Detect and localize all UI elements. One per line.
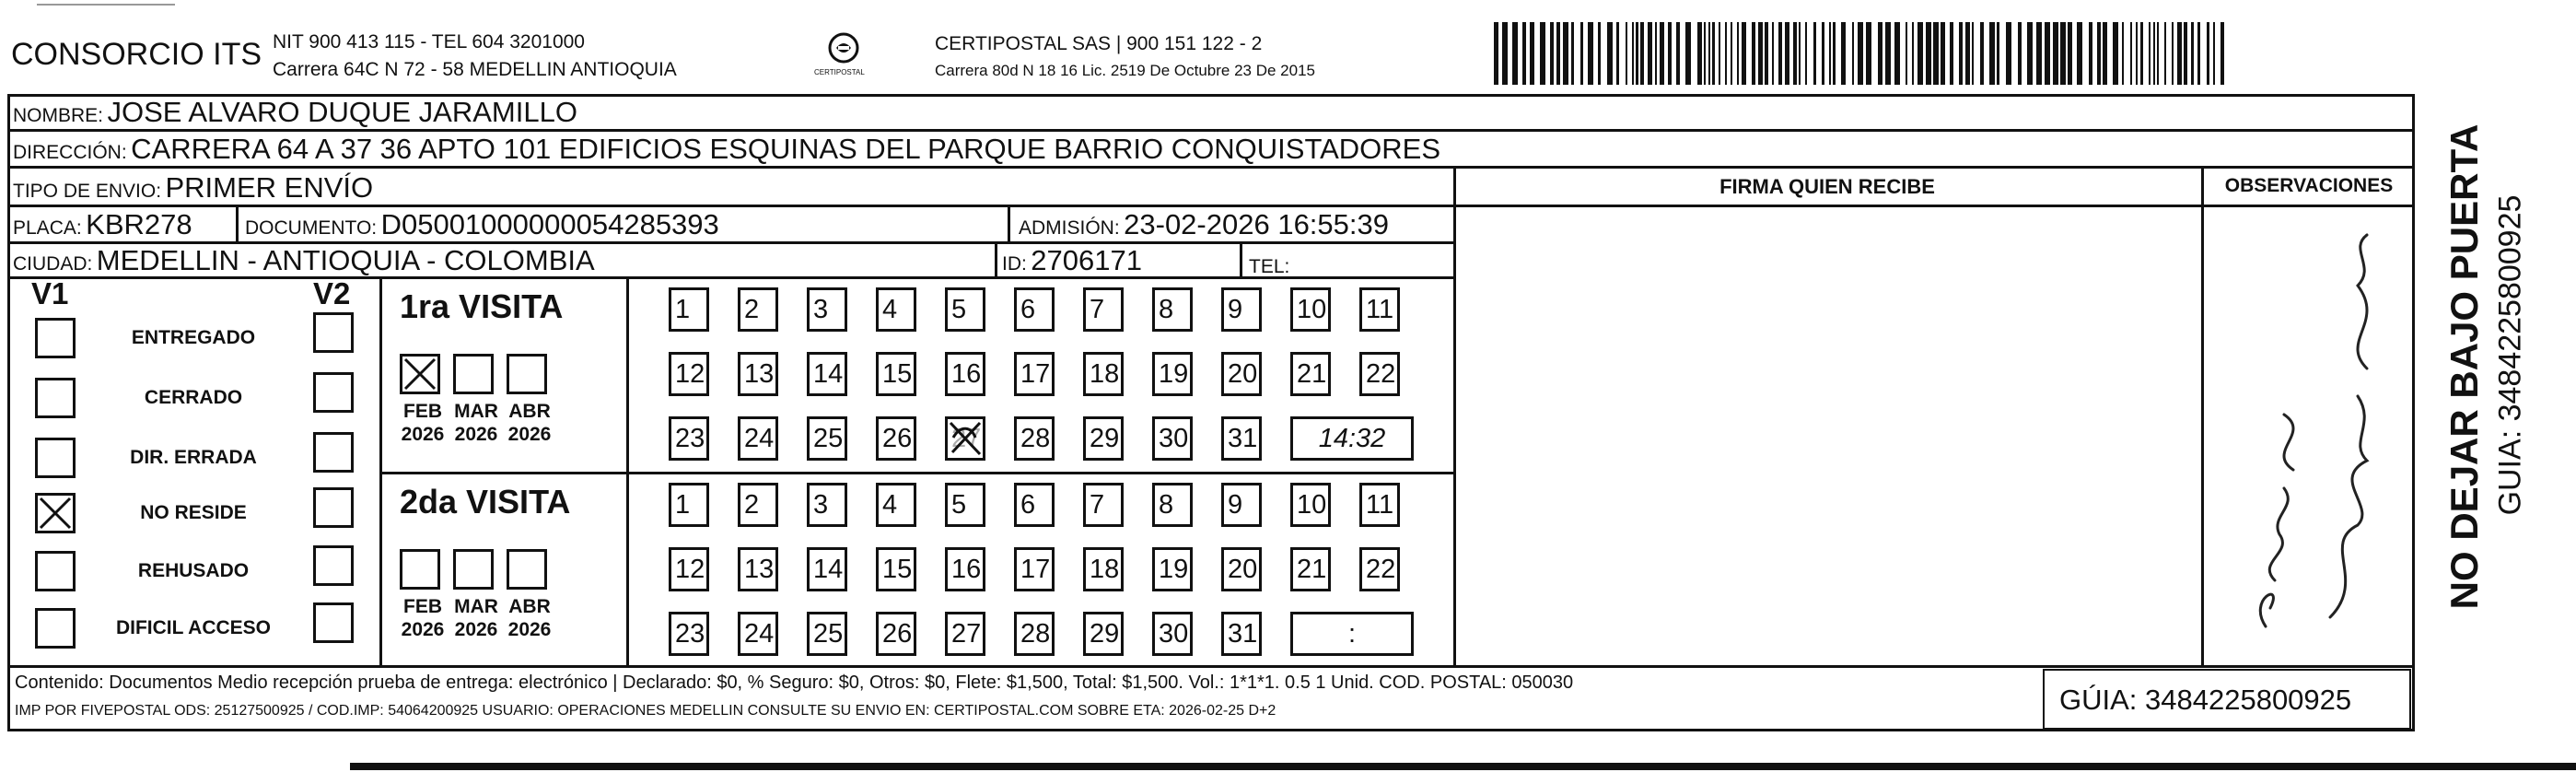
- day-checkbox[interactable]: 30: [1152, 416, 1193, 461]
- day-checkbox[interactable]: 20: [1221, 547, 1262, 591]
- barcode-bar: [1878, 22, 1882, 85]
- day-checkbox[interactable]: 20: [1221, 352, 1262, 396]
- day-checkbox[interactable]: 8: [1152, 287, 1193, 332]
- documento-label: DOCUMENTO:: [245, 217, 378, 239]
- barcode-bar: [2136, 22, 2138, 85]
- guia-box-text: GÚIA: 3484225800925: [2059, 684, 2352, 716]
- day-checkbox[interactable]: 28: [1014, 416, 1055, 461]
- barcode-bar: [1660, 22, 1664, 85]
- barcode-bar: [2164, 22, 2166, 85]
- visit-title: 1ra VISITA: [400, 287, 564, 325]
- tel-row: [1249, 247, 1289, 280]
- placa-value: KBR278: [86, 208, 192, 240]
- barcode-bar: [1494, 22, 1498, 85]
- barcode-bar: [2153, 22, 2155, 85]
- barcode-bar: [1906, 22, 1907, 85]
- month-name: FEB: [403, 401, 442, 422]
- carrier-logo-icon: [810, 31, 877, 68]
- month-year: 2026: [454, 424, 498, 445]
- day-checkbox[interactable]: 29: [1083, 612, 1124, 656]
- v2-checkbox[interactable]: [313, 545, 354, 586]
- day-checkbox[interactable]: 31: [1221, 416, 1262, 461]
- direccion-label: DIRECCIÓN:: [13, 142, 127, 163]
- day-checkbox[interactable]: 4: [876, 287, 916, 332]
- barcode-bar: [1676, 22, 1680, 85]
- documento-row: [245, 208, 719, 241]
- month-name: ABR: [508, 596, 551, 617]
- month-label: [505, 400, 554, 446]
- tipo-row: [13, 171, 373, 205]
- day-checkbox[interactable]: 12: [669, 352, 709, 396]
- day-checkbox[interactable]: 24: [738, 612, 778, 656]
- day-checkbox[interactable]: 25: [807, 416, 847, 461]
- documento-value: D05001000000054285393: [380, 208, 719, 240]
- day-checkbox[interactable]: 21: [1290, 352, 1331, 396]
- day-checkbox[interactable]: 22: [1359, 547, 1400, 591]
- barcode-bar: [1626, 22, 1627, 85]
- barcode-bar: [2207, 22, 2209, 85]
- barcode-bar: [1941, 22, 1945, 85]
- barcode-bar: [1512, 22, 1518, 85]
- barcode-bar: [1588, 22, 1593, 85]
- barcode-bar: [1550, 22, 1554, 85]
- barcode-bar: [2149, 22, 2151, 85]
- barcode-bar: [1556, 22, 1560, 85]
- day-checkbox[interactable]: 4: [876, 483, 916, 527]
- placa-row: [13, 208, 192, 241]
- time-field[interactable]: :: [1290, 612, 1414, 656]
- day-checkbox[interactable]: 14: [807, 547, 847, 591]
- v2-checkbox[interactable]: [313, 602, 354, 643]
- day-checkbox[interactable]: 21: [1290, 547, 1331, 591]
- row-line: [2204, 205, 2415, 207]
- col-line: [236, 205, 239, 241]
- direccion-row: [13, 133, 1440, 166]
- row-line: [7, 205, 2415, 207]
- id-label: ID:: [1002, 253, 1027, 275]
- barcode-bar: [1571, 22, 1574, 85]
- barcode-bar: [1580, 22, 1583, 85]
- col-line: [995, 241, 997, 276]
- day-checkbox[interactable]: 12: [669, 547, 709, 591]
- barcode-bar: [1829, 22, 1831, 85]
- day-checkbox[interactable]: 17: [1014, 547, 1055, 591]
- barcode-bar: [2157, 22, 2159, 85]
- barcode-bar: [1752, 22, 1755, 85]
- side-title: NO DEJAR BAJO PUERTA: [2442, 123, 2486, 610]
- barcode-bar: [2130, 22, 2132, 85]
- page-bottom-rule: [350, 763, 2576, 770]
- status-label: REHUSADO: [137, 560, 250, 581]
- barcode-bar: [1530, 22, 1534, 85]
- barcode-bar: [1980, 22, 1984, 85]
- barcode-bar: [1655, 22, 1657, 85]
- month-checkbox[interactable]: [507, 354, 547, 394]
- barcode-bar: [1616, 22, 1619, 85]
- month-year: 2026: [507, 619, 552, 640]
- barcode-bar: [1772, 22, 1774, 85]
- barcode-bar: [2213, 22, 2215, 85]
- day-checkbox[interactable]: 31: [1221, 612, 1262, 656]
- month-checkbox[interactable]: [453, 549, 494, 590]
- barcode-bar: [1822, 22, 1824, 85]
- month-label: [398, 400, 448, 446]
- day-checkbox[interactable]: 16: [945, 352, 985, 396]
- status-label: CERRADO: [144, 387, 243, 408]
- tipo-value: PRIMER ENVÍO: [165, 171, 374, 204]
- page-top-rule: [37, 4, 175, 6]
- month-name: MAR: [454, 596, 498, 617]
- barcode-bar: [2068, 22, 2072, 85]
- barcode-bar: [2191, 22, 2194, 85]
- month-year: 2026: [454, 619, 498, 640]
- observaciones-label: OBSERVACIONES: [2224, 175, 2394, 196]
- barcode-bar: [1894, 22, 1900, 85]
- barcode-bar: [1598, 22, 1601, 85]
- day-checkbox[interactable]: 26: [876, 416, 916, 461]
- day-checkbox[interactable]: 26: [876, 612, 916, 656]
- direccion-value: CARRERA 64 A 37 36 APTO 101 EDIFICIOS ESQUINAS DEL PARQUE BARRIO CONQUISTADORES: [131, 133, 1440, 165]
- barcode-bar: [1607, 22, 1613, 85]
- barcode-bar: [1708, 22, 1710, 85]
- day-checkbox[interactable]: 3: [807, 287, 847, 332]
- day-checkbox[interactable]: 19: [1152, 352, 1193, 396]
- barcode-bar: [2036, 22, 2042, 85]
- barcode-bar: [1685, 22, 1691, 85]
- day-checkbox[interactable]: 10: [1290, 483, 1331, 527]
- ciudad-value: MEDELLIN - ANTIOQUIA - COLOMBIA: [96, 244, 595, 276]
- month-year: 2026: [401, 619, 445, 640]
- day-checkbox[interactable]: 11: [1359, 287, 1400, 332]
- barcode-bar: [1648, 22, 1652, 85]
- barcode-bar: [1933, 22, 1939, 85]
- col-line: [379, 276, 382, 665]
- month-label: [398, 595, 448, 641]
- status-label: NO RESIDE: [140, 502, 247, 523]
- barcode-bar: [1697, 22, 1702, 85]
- v2-label: V2: [313, 276, 351, 310]
- barcode-bar: [1866, 22, 1871, 85]
- barcode-bar: [2018, 22, 2022, 85]
- barcode-bar: [2220, 22, 2224, 85]
- month-name: MAR: [454, 401, 498, 422]
- day-checkbox[interactable]: 18: [1083, 547, 1124, 591]
- month-name: ABR: [508, 401, 551, 422]
- col-line: [626, 276, 629, 665]
- day-checkbox[interactable]: 10: [1290, 287, 1331, 332]
- footer-imp: IMP POR FIVEPOSTAL ODS: 25127500925 / COD.IMP: 54064200925 USUARIO: OPERACIONES MEDELLIN CONSULTE SU ENVIO EN: CERTIPOSTAL.COM SOBRE ETA: 2026-02-25 D+2: [15, 703, 1276, 719]
- barcode-bar: [1926, 22, 1931, 85]
- barcode-bar: [1950, 22, 1953, 85]
- barcode-bar: [1885, 22, 1891, 85]
- barcode-bar: [1852, 22, 1854, 85]
- admision-row: [1019, 208, 1389, 241]
- day-checkbox[interactable]: 29: [1083, 416, 1124, 461]
- v1-label: V1: [31, 276, 69, 310]
- day-checkbox[interactable]: 27: [945, 612, 985, 656]
- day-checkbox[interactable]: [945, 416, 985, 461]
- handwritten-observation: [2229, 230, 2395, 636]
- carrier-address: Carrera 80d N 18 16 Lic. 2519 De Octubre 23 De 2015: [935, 62, 1315, 79]
- day-checkbox[interactable]: 9: [1221, 483, 1262, 527]
- barcode-bar: [2097, 22, 2101, 85]
- day-checkbox[interactable]: 25: [807, 612, 847, 656]
- day-checkbox[interactable]: 24: [738, 416, 778, 461]
- row-line: [7, 166, 2415, 169]
- day-checkbox[interactable]: 2: [738, 287, 778, 332]
- month-checkbox[interactable]: [507, 549, 547, 590]
- barcode-bar: [2140, 22, 2143, 85]
- month-year: 2026: [507, 424, 552, 445]
- barcode-bar: [2177, 22, 2182, 85]
- row-line: [7, 665, 2415, 668]
- handwritten-observation-text: Plore Rebeller: [2229, 230, 2235, 231]
- v1-checkbox[interactable]: [35, 493, 76, 533]
- barcode-bar: [1989, 22, 1995, 85]
- row-line: [7, 129, 2415, 132]
- company-nit: NIT 900 413 115 - TEL 604 3201000: [273, 31, 585, 53]
- barcode-bar: [1540, 22, 1545, 85]
- day-checkbox[interactable]: 6: [1014, 483, 1055, 527]
- nombre-value: JOSE ALVARO DUQUE JARAMILLO: [107, 96, 577, 128]
- barcode-bar: [1785, 22, 1789, 85]
- ciudad-row: [13, 244, 595, 277]
- day-checkbox[interactable]: 15: [876, 547, 916, 591]
- tipo-label: TIPO DE ENVIO:: [13, 181, 162, 202]
- month-checkbox[interactable]: [400, 549, 440, 590]
- barcode-bar: [1640, 22, 1644, 85]
- day-checkbox[interactable]: 5: [945, 483, 985, 527]
- barcode-bar: [1632, 22, 1634, 85]
- month-checkbox[interactable]: [453, 354, 494, 394]
- barcode-bar: [1563, 22, 1568, 85]
- v1-checkbox[interactable]: [35, 318, 76, 358]
- day-number: 27: [951, 424, 982, 453]
- month-year: 2026: [401, 424, 445, 445]
- day-checkbox[interactable]: 13: [738, 547, 778, 591]
- barcode-bar: [1737, 22, 1739, 85]
- check-mark-icon: [402, 357, 437, 392]
- status-label: DIFICIL ACCESO: [115, 617, 271, 638]
- barcode-bar: [1742, 22, 1746, 85]
- barcode-bar: [1813, 22, 1816, 85]
- barcode-bar: [1972, 22, 1974, 85]
- barcode-bar: [1805, 22, 1807, 85]
- day-checkbox[interactable]: 16: [945, 547, 985, 591]
- barcode-bar: [1719, 22, 1720, 85]
- placa-label: PLACA:: [13, 217, 82, 239]
- day-checkbox[interactable]: 22: [1359, 352, 1400, 396]
- barcode: [1492, 22, 2229, 87]
- day-checkbox[interactable]: 30: [1152, 612, 1193, 656]
- day-checkbox[interactable]: 23: [669, 612, 709, 656]
- v1-checkbox[interactable]: [35, 551, 76, 591]
- barcode-bar: [2027, 22, 2033, 85]
- barcode-bar: [2006, 22, 2011, 85]
- v1-checkbox[interactable]: [35, 378, 76, 418]
- barcode-bar: [1704, 22, 1706, 85]
- footer-contenido: Contenido: Documentos Medio recepción prueba de entrega: electrónico | Declarado: $0, % Seguro: $0, Otros: $0, Flete: $1,500, Total: $1,500. Vol.: 1*1*1. 0.5 1 Unid. COD. POSTAL: 050030: [15, 673, 1574, 693]
- visit-title: 2da VISITA: [400, 483, 571, 521]
- barcode-bar: [1502, 22, 1508, 85]
- row-line: [379, 472, 1453, 474]
- barcode-bar: [2113, 22, 2118, 85]
- col-line: [1240, 241, 1242, 276]
- col-line: [1453, 168, 1456, 667]
- barcode-bar: [1778, 22, 1782, 85]
- month-checkbox[interactable]: [400, 354, 440, 394]
- barcode-bar: [1522, 22, 1526, 85]
- status-label: DIR. ERRADA: [130, 447, 257, 468]
- barcode-bar: [1997, 22, 1999, 85]
- barcode-bar: [1636, 22, 1638, 85]
- barcode-bar: [1725, 22, 1727, 85]
- barcode-bar: [1912, 22, 1914, 85]
- day-checkbox[interactable]: 6: [1014, 287, 1055, 332]
- barcode-bar: [2197, 22, 2200, 85]
- day-checkbox[interactable]: 19: [1152, 547, 1193, 591]
- barcode-bar: [2184, 22, 2187, 85]
- day-checkbox[interactable]: 28: [1014, 612, 1055, 656]
- barcode-bar: [2122, 22, 2124, 85]
- barcode-bar: [1833, 22, 1836, 85]
- company-address: Carrera 64C N 72 - 58 MEDELLIN ANTIOQUIA: [273, 59, 677, 80]
- carrier-logo-text: CERTIPOSTAL: [814, 68, 865, 76]
- barcode-bar: [2053, 22, 2058, 85]
- admision-value: 23-02-2026 16:55:39: [1124, 208, 1389, 240]
- day-checkbox[interactable]: 14: [807, 352, 847, 396]
- nombre-label: NOMBRE:: [13, 105, 104, 126]
- barcode-bar: [1765, 22, 1768, 85]
- v2-checkbox[interactable]: [313, 312, 354, 353]
- month-label: [451, 400, 501, 446]
- month-label: [451, 595, 501, 641]
- firma-label: FIRMA QUIEN RECIBE: [1719, 175, 1935, 198]
- barcode-bar: [1731, 22, 1732, 85]
- day-checkbox[interactable]: 11: [1359, 483, 1400, 527]
- barcode-bar: [2045, 22, 2050, 85]
- barcode-bar: [1841, 22, 1846, 85]
- day-checkbox[interactable]: 5: [945, 287, 985, 332]
- barcode-bar: [1858, 22, 1863, 85]
- barcode-bar: [1959, 22, 1963, 85]
- carrier-name: CERTIPOSTAL SAS | 900 151 122 - 2: [935, 33, 1263, 54]
- ciudad-label: CIUDAD:: [13, 253, 93, 275]
- col-line: [2201, 168, 2204, 667]
- time-field[interactable]: 14:32: [1290, 416, 1414, 461]
- barcode-bar: [1799, 22, 1801, 85]
- barcode-bar: [1712, 22, 1715, 85]
- v1-checkbox[interactable]: [35, 608, 76, 649]
- barcode-bar: [2103, 22, 2107, 85]
- day-checkbox[interactable]: 7: [1083, 287, 1124, 332]
- v1-checkbox[interactable]: [35, 438, 76, 478]
- barcode-bar: [2077, 22, 2082, 85]
- check-mark-icon: [38, 496, 73, 531]
- admision-label: ADMISIÓN:: [1019, 217, 1120, 239]
- day-checkbox[interactable]: 9: [1221, 287, 1262, 332]
- barcode-bar: [1668, 22, 1672, 85]
- day-checkbox[interactable]: 13: [738, 352, 778, 396]
- barcode-bar: [1758, 22, 1763, 85]
- id-row: [1002, 244, 1142, 277]
- barcode-bar: [2089, 22, 2092, 85]
- month-name: FEB: [403, 596, 442, 617]
- barcode-bar: [1793, 22, 1797, 85]
- nombre-row: [13, 96, 577, 129]
- company-name: CONSORCIO ITS: [11, 37, 262, 72]
- day-checkbox[interactable]: 18: [1083, 352, 1124, 396]
- day-checkbox[interactable]: 17: [1014, 352, 1055, 396]
- side-guia: GUIA: 3484225800925: [2492, 194, 2528, 516]
- day-checkbox[interactable]: 7: [1083, 483, 1124, 527]
- id-value: 2706171: [1031, 244, 1142, 276]
- carrier-logo: [810, 31, 877, 81]
- barcode-bar: [1965, 22, 1970, 85]
- barcode-bar: [2172, 22, 2174, 85]
- v2-checkbox[interactable]: [313, 487, 354, 528]
- day-checkbox[interactable]: 23: [669, 416, 709, 461]
- day-checkbox[interactable]: 2: [738, 483, 778, 527]
- tel-label: TEL:: [1249, 256, 1290, 277]
- barcode-bar: [2060, 22, 2066, 85]
- side-text: [2419, 94, 2529, 647]
- barcode-bar: [1917, 22, 1923, 85]
- status-label: ENTREGADO: [131, 327, 256, 348]
- day-checkbox[interactable]: 15: [876, 352, 916, 396]
- month-label: [505, 595, 554, 641]
- day-checkbox[interactable]: 3: [807, 483, 847, 527]
- col-line: [1008, 205, 1010, 241]
- v2-checkbox[interactable]: [313, 372, 354, 413]
- v2-checkbox[interactable]: [313, 432, 354, 473]
- day-checkbox[interactable]: 1: [669, 287, 709, 332]
- day-checkbox[interactable]: 1: [669, 483, 709, 527]
- day-checkbox[interactable]: 8: [1152, 483, 1193, 527]
